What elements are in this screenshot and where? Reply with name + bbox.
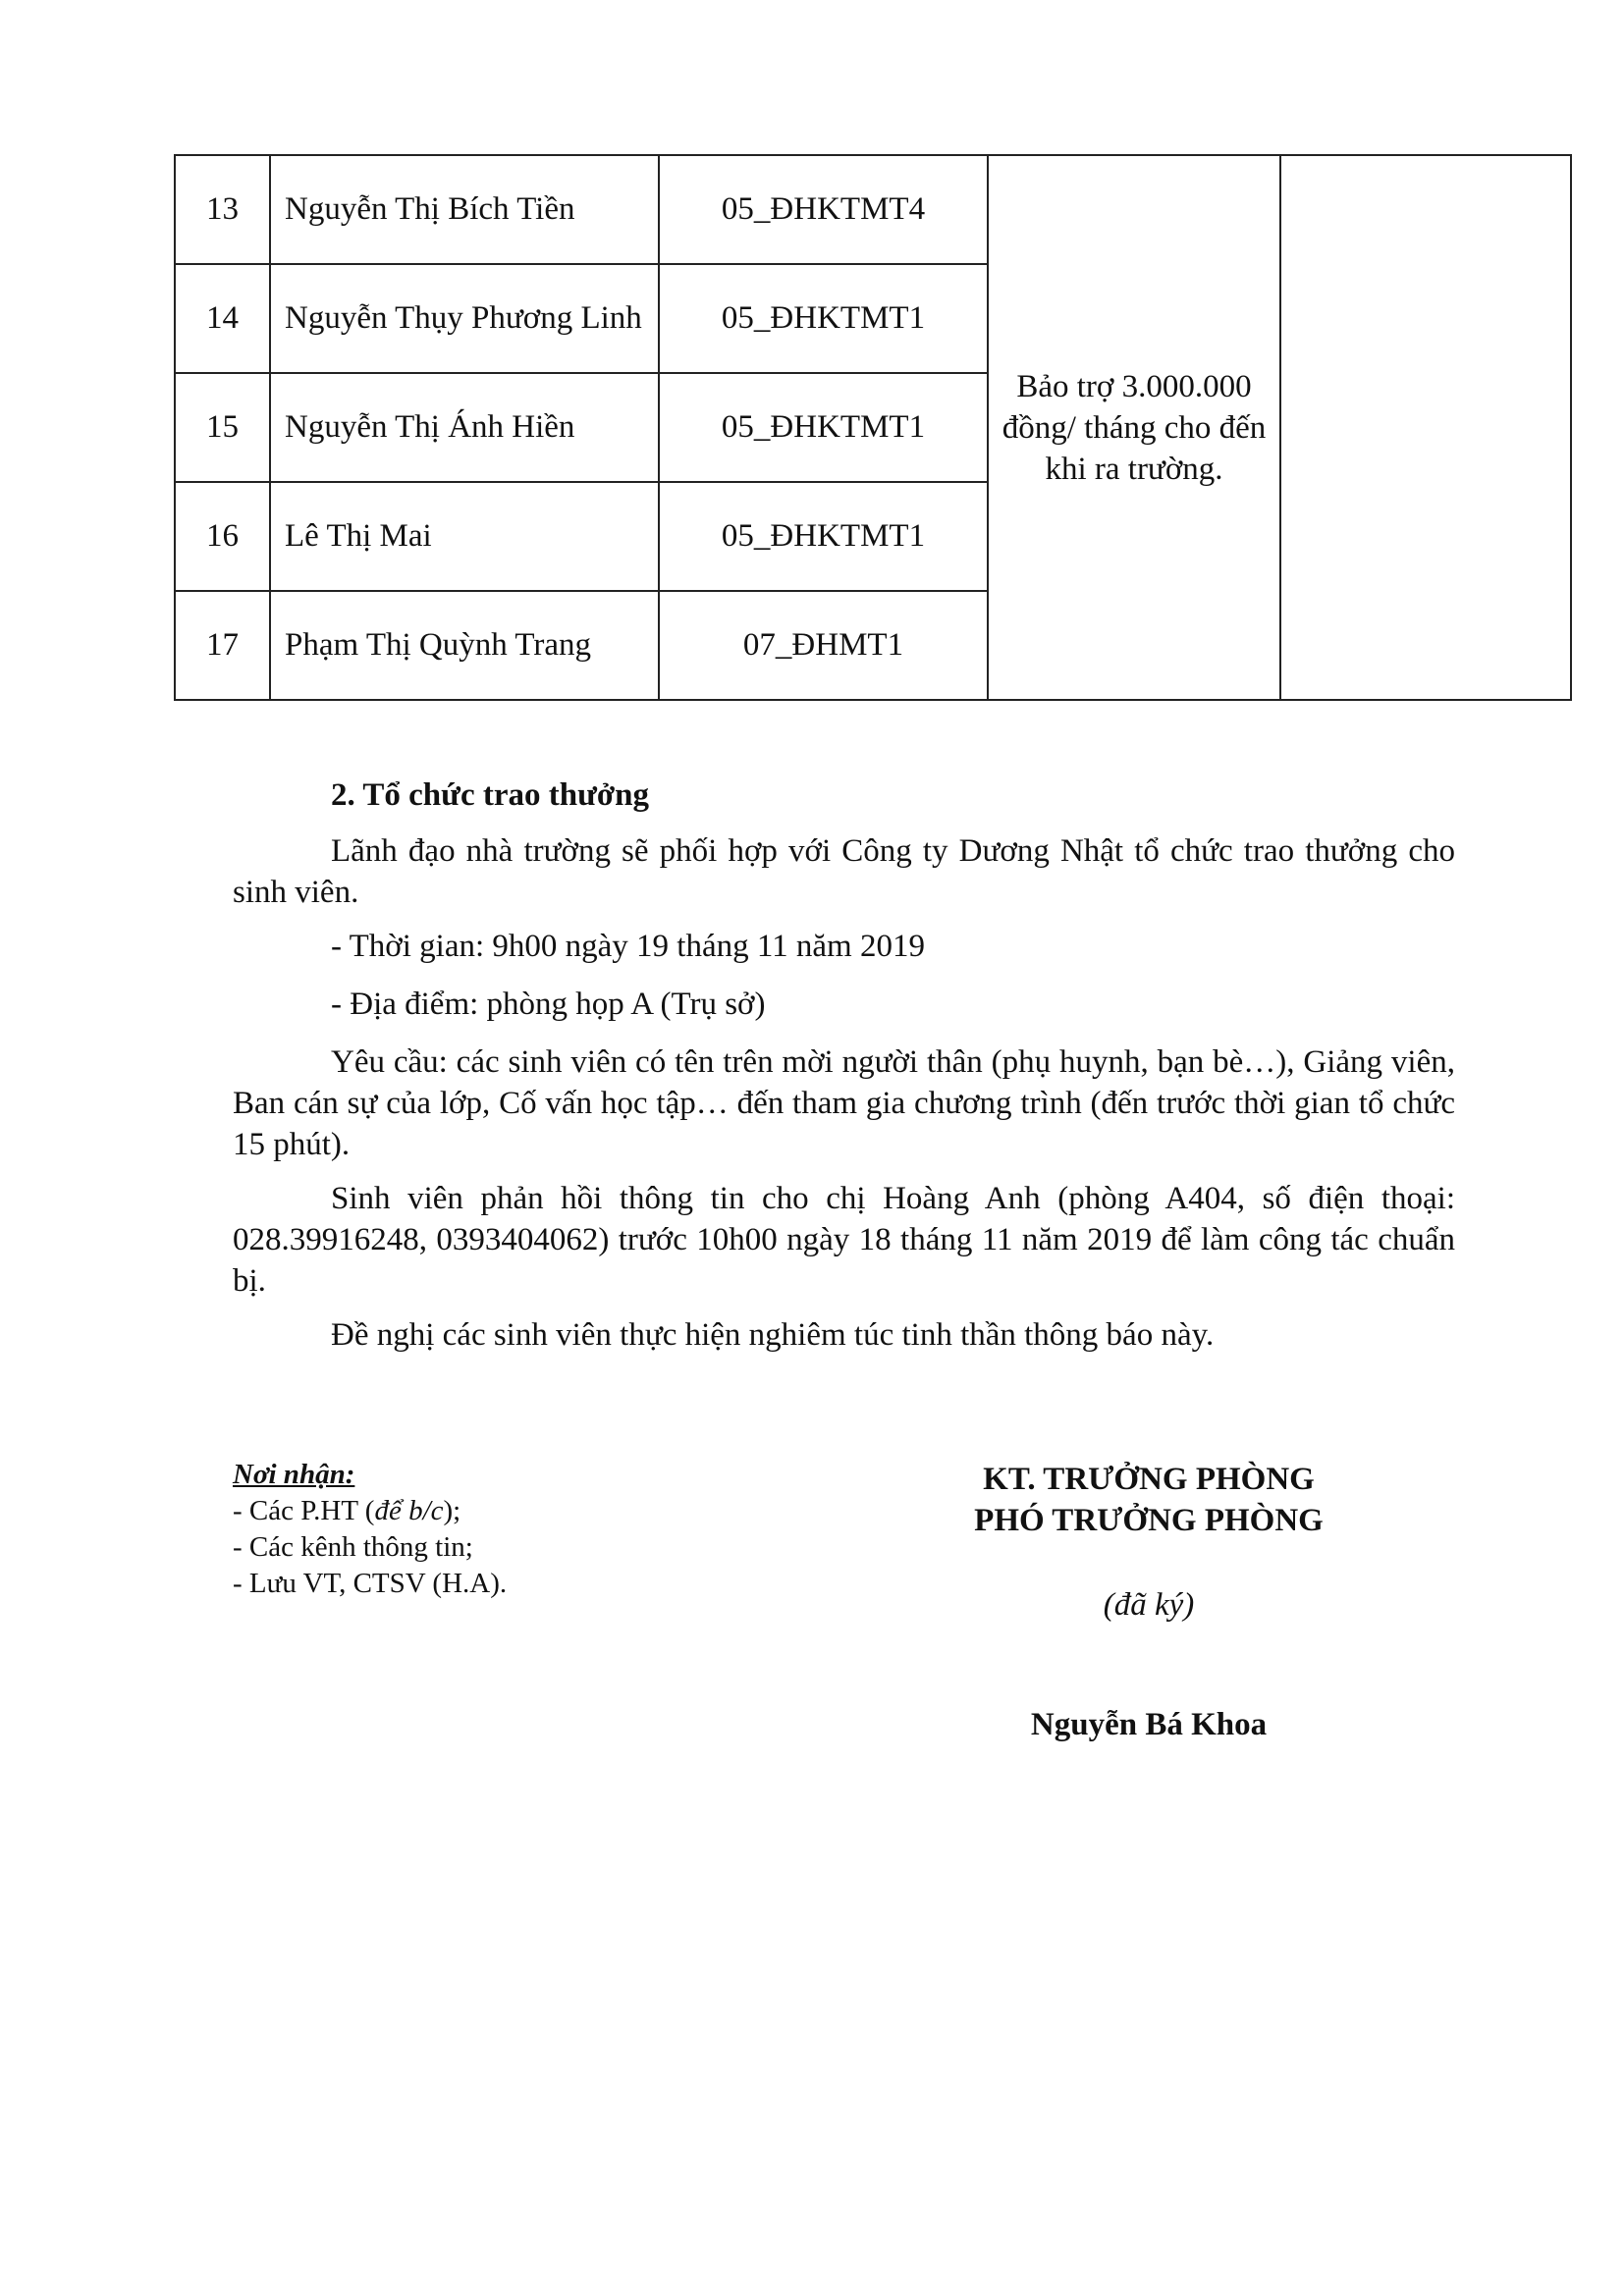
student-name: Phạm Thị Quỳnh Trang	[270, 591, 659, 700]
closing-paragraph: Đề nghị các sinh viên thực hiện nghiêm túc tinh thần thông báo này.	[331, 1317, 1215, 1353]
recipient-item	[233, 1493, 460, 1528]
note-cell	[1280, 155, 1571, 700]
row-number: 16	[175, 482, 270, 591]
row-number: 15	[175, 373, 270, 482]
student-name: Nguyễn Thị Ánh Hiền	[270, 373, 659, 482]
signature-title-line1: KT. TRƯỞNG PHÒNG	[983, 1462, 1315, 1497]
class-code: 05_ĐHKTMT4	[659, 155, 988, 264]
recipient-item-prefix: - Các P.HT (	[233, 1495, 375, 1526]
intro-paragraph: Lãnh đạo nhà trường sẽ phối hợp với Công ty Dương Nhật tổ chức trao thưởng cho sinh viên.	[233, 833, 1455, 910]
class-code: 05_ĐHKTMT1	[659, 264, 988, 373]
signature-title-line2: PHÓ TRƯỞNG PHÒNG	[974, 1503, 1324, 1538]
row-number: 14	[175, 264, 270, 373]
row-number: 13	[175, 155, 270, 264]
class-code: 07_ĐHMT1	[659, 591, 988, 700]
signed-note: (đã ký)	[1103, 1587, 1195, 1623]
student-award-table	[174, 154, 1572, 701]
student-name: Nguyễn Thụy Phương Linh	[270, 264, 659, 373]
class-code: 05_ĐHKTMT1	[659, 373, 988, 482]
row-number: 17	[175, 591, 270, 700]
student-name: Lê Thị Mai	[270, 482, 659, 591]
feedback-paragraph: Sinh viên phản hồi thông tin cho chị Hoàng Anh (phòng A404, số điện thoại: 028.39916248, 0393404062) trước 10h00 ngày 18 tháng 11 năm 2019 để làm công tác chuẩn bị.	[233, 1181, 1455, 1299]
award-cell: Bảo trợ 3.000.000 đồng/ tháng cho đến khi ra trường.	[988, 155, 1280, 700]
student-name: Nguyễn Thị Bích Tiền	[270, 155, 659, 264]
section-heading: 2. Tổ chức trao thưởng	[331, 777, 650, 813]
recipients-title: Nơi nhận:	[233, 1459, 355, 1490]
table-row	[175, 155, 1571, 264]
event-location: - Địa điểm: phòng họp A (Trụ sở)	[331, 987, 766, 1022]
recipient-item-suffix: );	[443, 1495, 461, 1526]
requirement-paragraph: Yêu cầu: các sinh viên có tên trên mời người thân (phụ huynh, bạn bè…), Giảng viên, Ban cán sự của lớp, Cố vấn học tập… đến tham gia chương trình (đến trước thời gian tổ chức 15 phút).	[233, 1044, 1455, 1162]
class-code: 05_ĐHKTMT1	[659, 482, 988, 591]
recipient-item: - Lưu VT, CTSV (H.A).	[233, 1568, 508, 1599]
recipient-item-italic: để b/c	[374, 1495, 444, 1526]
recipient-item: - Các kênh thông tin;	[233, 1531, 473, 1563]
signer-name: Nguyễn Bá Khoa	[1030, 1707, 1268, 1742]
event-time: - Thời gian: 9h00 ngày 19 tháng 11 năm 2019	[331, 929, 925, 964]
